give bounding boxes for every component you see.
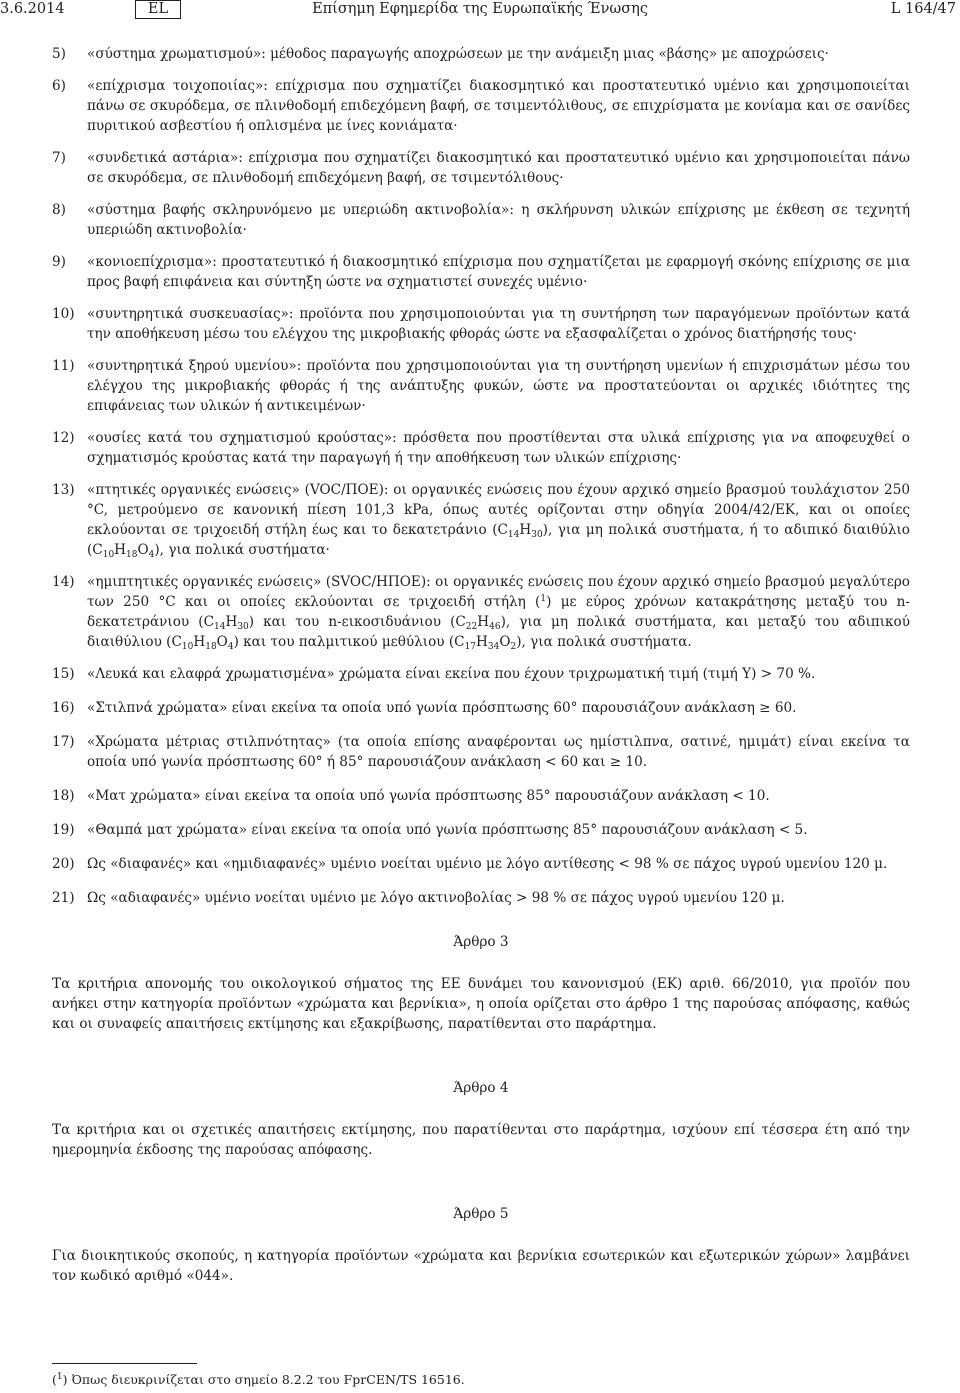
- item-text: «συντηρητικά συσκευασίας»: προϊόντα που χρησιμοποιούνται για τη συντήρηση των παραγόμενων προϊόντων κατά την αποθήκευση μέσω του ελέγχου της μικροβιακής φθοράς ώστε να εξασφαλίζεται ο χρόνος διατήρησής τους·: [87, 306, 910, 342]
- subscript: 34: [487, 642, 500, 652]
- item-number: 9): [52, 254, 66, 270]
- item-text: ) με εύρος χρόνων κατακράτησης μεταξύ του n-δεκατετράνιου (C: [87, 594, 910, 630]
- article-4-text: Τα κριτήρια και οι σχετικές απαιτήσεις εκτίμησης, που παρατίθενται στο παράρτημα, ισχύουν επί τέσσερα έτη από την ημερομηνία έκδοσης της παρούσας απόφασης.: [52, 1122, 910, 1158]
- item-number: 14): [52, 574, 75, 590]
- footnote: ($^1$) Όπως διευκρινίζεται στο σημείο 8.2.2 του FprCEN/TS 16516.: [52, 1372, 465, 1387]
- item-number: 11): [52, 358, 75, 374]
- item-number: 18): [52, 788, 75, 804]
- document-body: [52, 44, 910, 1286]
- item-number: 7): [52, 150, 66, 166]
- item-text: «πτητικές οργανικές ενώσεις» (VOC/ΠΟΕ): οι οργανικές ενώσεις που έχουν αρχικό σημείο βρασμού τουλάχιστον 250 °C, μετρούμενο σε κανονική πίεση 101,3 kPa, όπως αυτές ορίζονται στην οδηγία 2004/42/ΕΚ, και οι οποίες εκλούονται σε τριχοειδή στήλη έως και το δεκατετράνιο (C: [87, 482, 910, 538]
- item-number: 12): [52, 430, 75, 446]
- definition-item: [52, 664, 910, 684]
- item-text: H: [114, 542, 127, 558]
- definition-item: [52, 252, 910, 292]
- subscript: 10: [181, 642, 194, 652]
- definition-item-voc: [52, 480, 910, 560]
- item-text: «Λευκά και ελαφρά χρωματισμένα» χρώματα είναι εκείνα που έχουν τριχρωματική τιμή (τιμή Y) > 70 %.: [87, 666, 816, 682]
- item-text: «σύστημα χρωματισμού»: μέθοδος παραγωγής αποχρώσεων με την ανάμειξη μιας «βάσης» με αποχρώσεις·: [87, 46, 829, 62]
- item-number: 10): [52, 306, 75, 322]
- item-number: 17): [52, 734, 75, 750]
- item-text: «Στιλπνά χρώματα» είναι εκείνα τα οποία υπό γωνία πρόσπτωσης 60° παρουσιάζουν ανάκλαση ≥ 60.: [87, 700, 797, 716]
- article-3-text: Τα κριτήρια απονομής του οικολογικού σήματος της ΕΕ δυνάμει του κανονισμού (ΕΚ) αριθ. 66/2010, για προϊόν που ανήκει στην κατηγορία προϊόντων «χρώματα και βερνίκια», η οποία ορίζεται στο άρθρο 1 της παρούσας απόφασης, καθώς και οι συναφείς απαιτήσεις εκτίμησης και εξακρίβωσης, παρατίθενται στο παράρτημα.: [52, 976, 910, 1032]
- item-text: «Χρώματα μέτριας στιλπνότητας» (τα οποία επίσης αναφέρονται ως ημίστιλπνα, σατινέ, ημιμάτ) είναι εκείνα τα οποία υπό γωνία πρόσπτωσης 60° ή 85° παρουσιάζουν ανάκλαση < 60 και ≥ 10.: [87, 734, 910, 770]
- item-number: 5): [52, 46, 66, 62]
- item-text: ), για μη πολικά συστήματα, ή το αδιπικό διαιθύλιο (C: [87, 522, 910, 558]
- article-5-heading: Άρθρο 5: [453, 1206, 509, 1222]
- item-text: H: [193, 634, 206, 650]
- definition-item: [52, 820, 910, 840]
- definition-item: [52, 76, 910, 136]
- language-code-box: EL: [135, 0, 181, 19]
- item-number: 8): [52, 202, 66, 218]
- item-text: Ως «αδιαφανές» υμένιο νοείται υμένιο με λόγο ακτινοβολίας > 98 % σε πάχος υγρού υμενίου 120 μ.: [87, 890, 785, 906]
- definition-item: [52, 888, 910, 908]
- subscript: 10: [102, 550, 115, 560]
- journal-title: Επίσημη Εφημερίδα της Ευρωπαϊκής Ένωσης: [312, 1, 648, 17]
- item-text: «κονιοεπίχρισμα»: προστατευτικό ή διακοσμητικό επίχρισμα που σχηματίζεται με εφαρμογή σκόνης επίχρισης σε μια προς βαφή επιφάνεια και σύντηξη ώστε να σχηματιστεί συνεχές υμένιο·: [87, 254, 910, 290]
- item-number: 6): [52, 78, 66, 94]
- subscript: 4: [227, 642, 234, 652]
- item-number: 20): [52, 856, 75, 872]
- definition-item: [52, 44, 910, 64]
- definition-item: [52, 356, 910, 416]
- item-text: O: [216, 634, 228, 650]
- item-text: «ουσίες κατά του σχηματισμού κρούστας»: πρόσθετα που προστίθενται στα υλικά επίχρισης για να αποφευχθεί ο σχηματισμός κρούστας κατά την παραγωγή ή την αποθήκευση των υλικών επίχρισης·: [87, 430, 910, 466]
- subscript: 14: [214, 622, 226, 632]
- definition-item: [52, 854, 910, 874]
- definition-item-svoc: [52, 572, 910, 652]
- definition-item: [52, 786, 910, 806]
- page-header: [0, 0, 960, 22]
- subscript: 18: [126, 550, 138, 560]
- subscript: 2: [510, 642, 517, 652]
- item-text: H: [519, 522, 532, 538]
- item-text: «επίχρισμα τοιχοποιίας»: επίχρισμα που σχηματίζει διακοσμητικό και προστατευτικό υμένιο και χρησιμοποιείται πάνω σε σκυρόδεμα, σε πλινθοδομή επιδεχόμενη βαφή, σε τσιμεντόλιθους, σε επιχρίσματα με κονίαμα και σε σανίδες πυριτικού ασβεστίου ή οπλισμένα με ίνες κονιάματα·: [87, 78, 910, 134]
- subscript: 14: [507, 530, 520, 540]
- article-4-heading: Άρθρο 4: [453, 1080, 509, 1096]
- item-text: «συνδετικά αστάρια»: επίχρισμα που σχηματίζει διακοσμητικό και προστατευτικό υμένιο και χρησιμοποιείται πάνω σε σκυρόδεμα, σε πλινθοδομή επιδεχόμενη βαφή, σε τσιμεντόλιθους·: [87, 150, 910, 186]
- subscript: 17: [464, 642, 477, 652]
- subscript: 30: [237, 622, 249, 632]
- item-text: H: [225, 614, 238, 630]
- item-text: H: [477, 614, 490, 630]
- subscript: 18: [205, 642, 217, 652]
- item-text: O: [499, 634, 511, 650]
- item-text: Ως «διαφανές» και «ημιδιαφανές» υμένιο νοείται υμένιο με λόγο αντίθεσης < 98 % σε πάχος υγρού υμενίου 120 μ.: [87, 856, 888, 872]
- definition-item: [52, 304, 910, 344]
- article-5-text: Για διοικητικούς σκοπούς, η κατηγορία προϊόντων «χρώματα και βερνίκια εσωτερικών και εξωτερικών χώρων» λαμβάνει τον κωδικό αριθμό «044».: [52, 1248, 910, 1284]
- definition-item: [52, 698, 910, 718]
- item-text: O: [137, 542, 149, 558]
- footnote-marker: 1: [56, 1372, 63, 1382]
- item-number: 21): [52, 890, 75, 906]
- item-number: 19): [52, 822, 75, 838]
- item-number: 15): [52, 666, 75, 682]
- item-text: «Θαμπά ματ χρώματα» είναι εκείνα τα οποία υπό γωνία πρόσπτωσης 85° παρουσιάζουν ανάκλαση < 5.: [87, 822, 808, 838]
- item-text: ) και του παλμιτικού μεθύλιου (C: [233, 634, 465, 650]
- subscript: 4: [148, 550, 155, 560]
- item-text: ), για πολικά συστήματα.: [516, 634, 692, 650]
- definition-item: [52, 200, 910, 240]
- footnote-reference[interactable]: 1: [540, 594, 547, 604]
- item-text: «συντηρητικά ξηρού υμενίου»: προϊόντα που χρησιμοποιούνται για τη συντήρηση υμενίων ή επιχρισμάτων μέσω του ελέγχου της μικροβιακής φθοράς ή της ανάπτυξης φυκών, ώστε να προστατεύονται οι αρχικές ιδιότητες της επιφάνειας των υλικών ή αντικειμένων·: [87, 358, 910, 414]
- article-3-heading: Άρθρο 3: [453, 934, 509, 950]
- definition-item: [52, 732, 910, 772]
- definition-item: [52, 428, 910, 468]
- subscript: 22: [465, 622, 478, 632]
- item-text: H: [476, 634, 488, 650]
- item-text: «Ματ χρώματα» είναι εκείνα τα οποία υπό γωνία πρόσπτωσης 85° παρουσιάζουν ανάκλαση < 10.: [87, 788, 770, 804]
- item-text: ) και του n-εικοσιδυάνιου (C: [248, 614, 466, 630]
- subscript: 46: [489, 622, 501, 632]
- page-number: L 164/47: [890, 1, 956, 17]
- item-number: 13): [52, 482, 75, 498]
- definition-item: [52, 148, 910, 188]
- publication-date: 3.6.2014: [0, 1, 65, 17]
- item-number: 16): [52, 700, 75, 716]
- item-text: ), για πολικά συστήματα·: [154, 542, 330, 558]
- footnote-text: Όπως διευκρινίζεται στο σημείο 8.2.2 του FprCEN/TS 16516.: [71, 1372, 465, 1387]
- item-text: «ημιπτητικές οργανικές ενώσεις» (SVOC/ΗΠΟΕ): οι οργανικές ενώσεις που έχουν αρχικό σημείο βρασμού μεγαλύτερο των 250 °C και οι οποίες εκλούονται σε τριχοειδή στήλη (: [87, 574, 910, 610]
- item-text: ), για μη πολικά συστήματα, και μεταξύ του αδιπικού διαιθύλιου (C: [87, 614, 910, 650]
- subscript: 30: [531, 530, 543, 540]
- item-text: «σύστημα βαφής σκληρυνόμενο με υπεριώδη ακτινοβολία»: η σκλήρυνση υλικών επίχρισης με έκθεση σε τεχνητή υπεριώδη ακτινοβολία·: [87, 202, 910, 238]
- footnote-separator: [52, 1363, 197, 1364]
